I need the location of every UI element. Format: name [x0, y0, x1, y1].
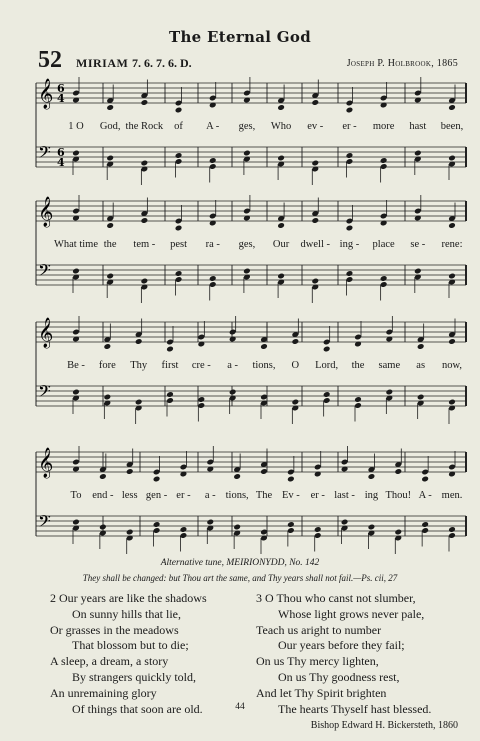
lyric-syllable: cre -	[191, 360, 211, 371]
lyric-syllable: Be -	[67, 360, 85, 371]
lyric-syllable: end -	[92, 490, 114, 501]
note-head	[104, 394, 112, 401]
verse-line: An unremaining glory	[50, 685, 157, 700]
verse-line: Whose light grows never pale,	[278, 606, 425, 621]
note-head	[323, 346, 331, 353]
note-head	[233, 473, 241, 480]
note-head	[448, 338, 456, 345]
lyric-syllable: The	[255, 490, 273, 501]
lyric-syllable: ing -	[339, 239, 360, 250]
lyric-syllable: tions,	[225, 490, 249, 501]
note-head	[141, 278, 149, 285]
note-head	[448, 399, 456, 406]
note-head	[448, 526, 456, 533]
treble-clef: 𝄞	[38, 318, 54, 348]
note-head	[277, 273, 285, 280]
note-head	[135, 399, 143, 406]
verse-line: Our years before they fail;	[278, 638, 405, 653]
verse-line: That blossom but to die;	[72, 638, 189, 653]
note-head	[198, 396, 206, 403]
note-head	[277, 104, 285, 111]
lyric-syllable: A -	[418, 490, 432, 501]
note-head	[311, 160, 319, 167]
note-head	[448, 273, 456, 280]
meter: 7. 6. 7. 6. D.	[132, 56, 192, 70]
verse-line: On sunny hills that lie,	[72, 606, 181, 621]
note-head	[243, 268, 251, 275]
note-head	[153, 521, 161, 528]
lyric-syllable: ev -	[307, 121, 324, 132]
note-head	[448, 155, 456, 162]
lyric-syllable: hast	[409, 121, 427, 132]
note-head	[394, 468, 402, 475]
note-head	[141, 99, 149, 106]
lyric-syllable: less	[121, 490, 138, 501]
time-signature: 4	[57, 92, 65, 105]
note-head	[106, 222, 114, 229]
treble-clef: 𝄞	[38, 448, 54, 478]
note-head	[153, 476, 161, 483]
note-head	[209, 157, 217, 164]
note-head	[414, 268, 422, 275]
lyric-syllable: now,	[441, 360, 463, 371]
note-head	[166, 391, 174, 398]
verse-line: On us Thy goodness rest,	[278, 669, 400, 684]
verse-line: A sleep, a dream, a story	[50, 654, 169, 669]
bass-clef: 𝄢	[38, 260, 51, 284]
lyric-syllable: tem -	[133, 239, 156, 250]
note-head	[448, 222, 456, 229]
composer: Joseph P. Holbrook, 1865	[346, 58, 458, 69]
lyric-syllable: the	[103, 239, 117, 250]
note-head	[417, 343, 425, 350]
verse-line: Teach us aright to number	[256, 622, 382, 637]
note-head	[72, 519, 80, 526]
note-head	[99, 473, 107, 480]
note-head	[417, 394, 425, 401]
note-head	[311, 217, 319, 224]
lyric-syllable: 1 O	[68, 121, 84, 132]
note-head	[368, 473, 376, 480]
lyric-syllable: first	[161, 360, 179, 371]
lyric-syllable: dwell -	[300, 239, 330, 250]
verse-line: Or grasses in the meadows	[50, 622, 179, 637]
note-head	[311, 278, 319, 285]
note-head	[380, 275, 388, 282]
note-head	[135, 338, 143, 345]
lyric-syllable: er -	[342, 121, 357, 132]
note-head	[380, 157, 388, 164]
verse-line: And let Thy Spirit brighten	[256, 685, 387, 700]
verse-3	[256, 591, 431, 717]
note-head	[323, 391, 331, 398]
lyric-syllable: To	[70, 490, 82, 501]
note-head	[277, 155, 285, 162]
bass-clef: 𝄢	[38, 381, 51, 405]
time-signature: 6	[57, 82, 65, 95]
note-head	[209, 275, 217, 282]
lyric-syllable: of	[174, 121, 183, 132]
note-head	[386, 389, 394, 396]
note-head	[292, 338, 300, 345]
time-signature: 4	[57, 156, 65, 169]
hymn-number: 52	[38, 47, 62, 73]
lyric-syllable: A -	[206, 121, 220, 132]
lyric-syllable: What time	[53, 239, 99, 250]
treble-clef: 𝄞	[38, 79, 54, 109]
lyric-syllable: same	[378, 360, 401, 371]
note-head	[106, 104, 114, 111]
note-head	[243, 150, 251, 157]
lyric-syllable: Thou!	[385, 490, 412, 501]
bass-clef: 𝄢	[38, 142, 51, 166]
lyric-syllable: as	[416, 360, 426, 371]
lyric-syllable: er -	[176, 490, 191, 501]
lyric-syllable: been,	[440, 121, 464, 132]
note-head	[448, 104, 456, 111]
note-head	[175, 270, 183, 277]
note-head	[166, 346, 174, 353]
note-head	[287, 521, 295, 528]
note-head	[72, 389, 80, 396]
alternative-tune: Alternative tune, MEIRIONYDD, No. 142	[160, 558, 320, 568]
verse-line: The hearts Thyself hast blessed.	[278, 701, 432, 716]
lyric-syllable: ing	[364, 490, 379, 501]
note-head	[104, 343, 112, 350]
lyric-syllable: Who	[270, 121, 292, 132]
note-head	[292, 399, 300, 406]
note-head	[394, 529, 402, 536]
author: Bishop Edward H. Bickersteth, 1860	[310, 720, 458, 731]
note-head	[260, 343, 268, 350]
lyric-syllable: tions,	[252, 360, 276, 371]
note-head	[229, 389, 237, 396]
lyric-syllable: gen -	[145, 490, 168, 501]
note-head	[277, 222, 285, 229]
lyric-syllable: Ev -	[281, 490, 300, 501]
note-head	[341, 519, 349, 526]
verse-line: By strangers quickly told,	[72, 669, 196, 684]
lyric-syllable: men.	[441, 490, 463, 501]
lyric-syllable: Lord,	[315, 360, 339, 371]
note-head	[233, 524, 241, 531]
lyric-syllable: Thy	[130, 360, 148, 371]
note-head	[175, 107, 183, 114]
note-head	[414, 150, 422, 157]
note-head	[141, 217, 149, 224]
lyric-syllable: a -	[204, 490, 216, 501]
bass-clef: 𝄢	[38, 511, 51, 535]
lyric-syllable: place	[372, 239, 395, 250]
lyric-syllable: fore	[98, 360, 116, 371]
note-head	[311, 99, 319, 106]
note-head	[368, 524, 376, 531]
note-head	[206, 519, 214, 526]
verse-line: Of things that soon are old.	[72, 701, 203, 716]
lyric-syllable: O	[291, 360, 300, 371]
note-head	[126, 529, 134, 536]
lyric-syllable: Our	[272, 239, 290, 250]
lyric-syllable: ges,	[238, 239, 256, 250]
treble-clef: 𝄞	[38, 197, 54, 227]
lyric-syllable: a -	[227, 360, 239, 371]
note-head	[106, 155, 114, 162]
lyric-syllable: se -	[410, 239, 426, 250]
note-head	[421, 521, 429, 528]
note-head	[346, 107, 354, 114]
note-head	[175, 225, 183, 232]
note-head	[346, 225, 354, 232]
verse-2	[50, 591, 207, 717]
verse-line: 3 O Thou who canst not slumber,	[256, 591, 416, 605]
lyric-syllable: ra -	[205, 239, 220, 250]
lyric-syllable: er -	[310, 490, 325, 501]
time-signature: 6	[57, 146, 65, 159]
note-head	[346, 152, 354, 159]
note-head	[421, 476, 429, 483]
note-head	[72, 268, 80, 275]
scripture-reference: They shall be changed: but Thou art the same, and Thy years shall not fail.—Ps. cii, 27	[82, 573, 398, 583]
page-number: 44	[235, 702, 245, 712]
tune-name: MIRIAM	[76, 56, 129, 70]
verse-line: 2 Our years are like the shadows	[50, 591, 207, 605]
note-head	[72, 150, 80, 157]
lyric-syllable: pest	[170, 239, 187, 250]
note-head	[287, 476, 295, 483]
note-head	[180, 526, 188, 533]
note-head	[126, 468, 134, 475]
verse-line: On us Thy mercy lighten,	[256, 654, 379, 669]
note-head	[141, 160, 149, 167]
note-head	[106, 273, 114, 280]
note-head	[314, 526, 322, 533]
lyric-syllable: the	[351, 360, 365, 371]
lyric-syllable: more	[372, 121, 395, 132]
lyric-syllable: God,	[99, 121, 121, 132]
note-head	[175, 152, 183, 159]
lyric-syllable: rene:	[441, 239, 463, 250]
lyric-syllable: the Rock	[125, 121, 164, 132]
note-head	[99, 524, 107, 531]
lyric-syllable: last -	[334, 490, 355, 501]
note-head	[346, 270, 354, 277]
lyric-syllable: ges,	[238, 121, 256, 132]
hymn-title: The Eternal God	[169, 28, 311, 46]
note-head	[354, 396, 362, 403]
